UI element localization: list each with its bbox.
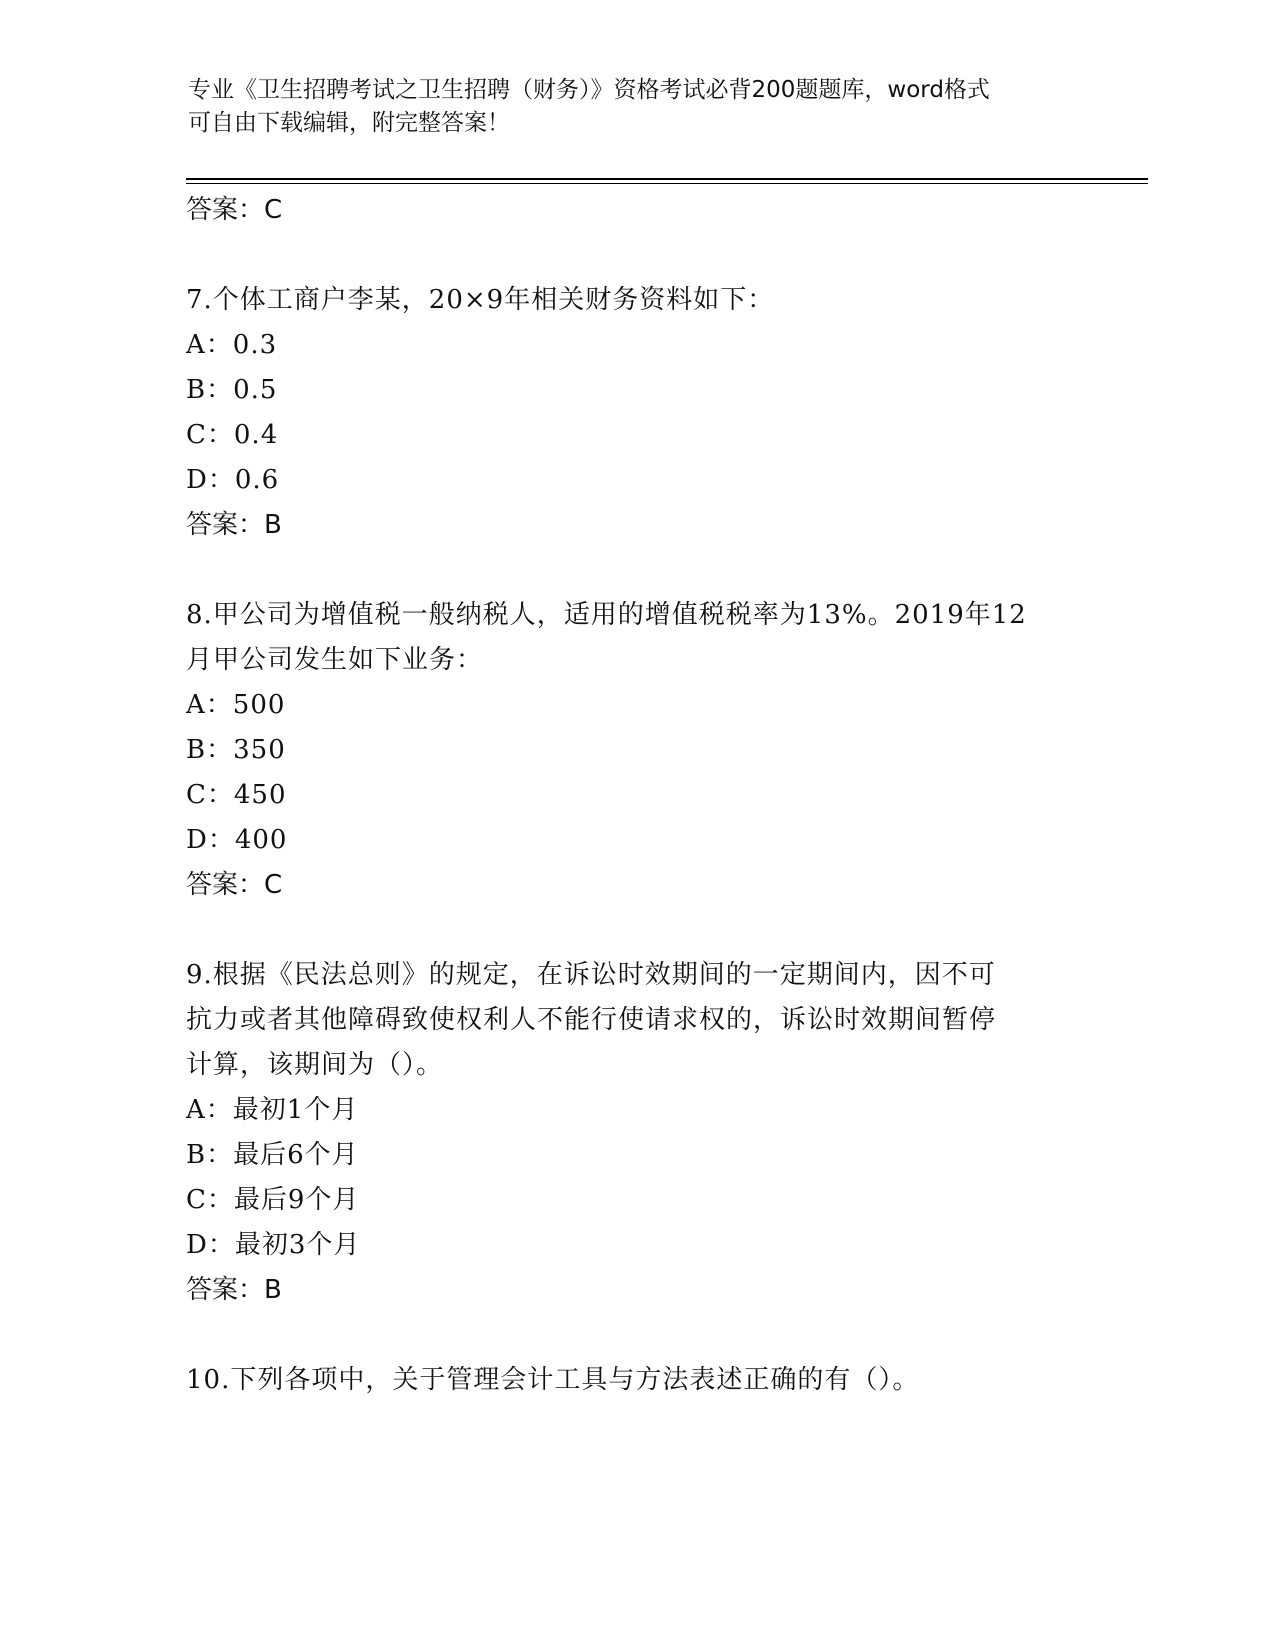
answer-line: 答案：C [186, 195, 283, 225]
question-stem-line: 抗力或者其他障碍致使权利人不能行使请求权的，诉讼时效期间暂停 [186, 1005, 997, 1035]
answer-line: 答案：B [186, 510, 282, 540]
answer-option: C：最后9个月 [186, 1185, 360, 1215]
question-stem-line: 8.甲公司为增值税一般纳税人，适用的增值税税率为13%。2019年12 [186, 600, 1027, 630]
document-header [188, 74, 1068, 140]
answer-option: C：450 [186, 780, 287, 810]
answer-option: D：最初3个月 [186, 1230, 361, 1260]
question-list [186, 188, 1086, 1403]
answer-line: 答案：B [186, 1275, 282, 1305]
spacer [186, 233, 1086, 278]
spacer [186, 548, 1086, 593]
answer-option: B：0.5 [186, 375, 278, 405]
question-stem-line: 9.根据《民法总则》的规定，在诉讼时效期间的一定期间内，因不可 [186, 960, 996, 990]
answer-option: C：0.4 [186, 420, 279, 450]
answer-option: D：400 [186, 825, 288, 855]
header-rule-thick [186, 178, 1148, 180]
question-stem-line: 计算，该期间为（）。 [186, 1050, 444, 1080]
spacer [186, 908, 1086, 953]
header-rule-thin [186, 183, 1148, 184]
question-stem [186, 1358, 1086, 1403]
question-stem-line: 10.下列各项中，关于管理会计工具与方法表述正确的有（）。 [186, 1365, 920, 1395]
answer-option: D：0.6 [186, 465, 280, 495]
header-line-2: 可自由下载编辑，附完整答案！ [188, 110, 510, 136]
question-stem [186, 953, 1086, 1088]
spacer [186, 1313, 1086, 1358]
question-stem [186, 593, 1086, 683]
answer-option: B：350 [186, 735, 286, 765]
answer-option: A：500 [186, 690, 286, 720]
answer-option: A：0.3 [186, 330, 278, 360]
header-line-1: 专业《卫生招聘考试之卫生招聘（财务）》资格考试必背200题题库，word格式 [188, 77, 990, 103]
question-stem [186, 278, 1086, 323]
answer-option: A：最初1个月 [186, 1095, 359, 1125]
answer-option: B：最后6个月 [186, 1140, 359, 1170]
answer-line: 答案：C [186, 870, 283, 900]
question-stem-line: 月甲公司发生如下业务： [186, 645, 484, 675]
question-stem-line: 7.个体工商户李某，20×9年相关财务资料如下： [186, 285, 775, 315]
